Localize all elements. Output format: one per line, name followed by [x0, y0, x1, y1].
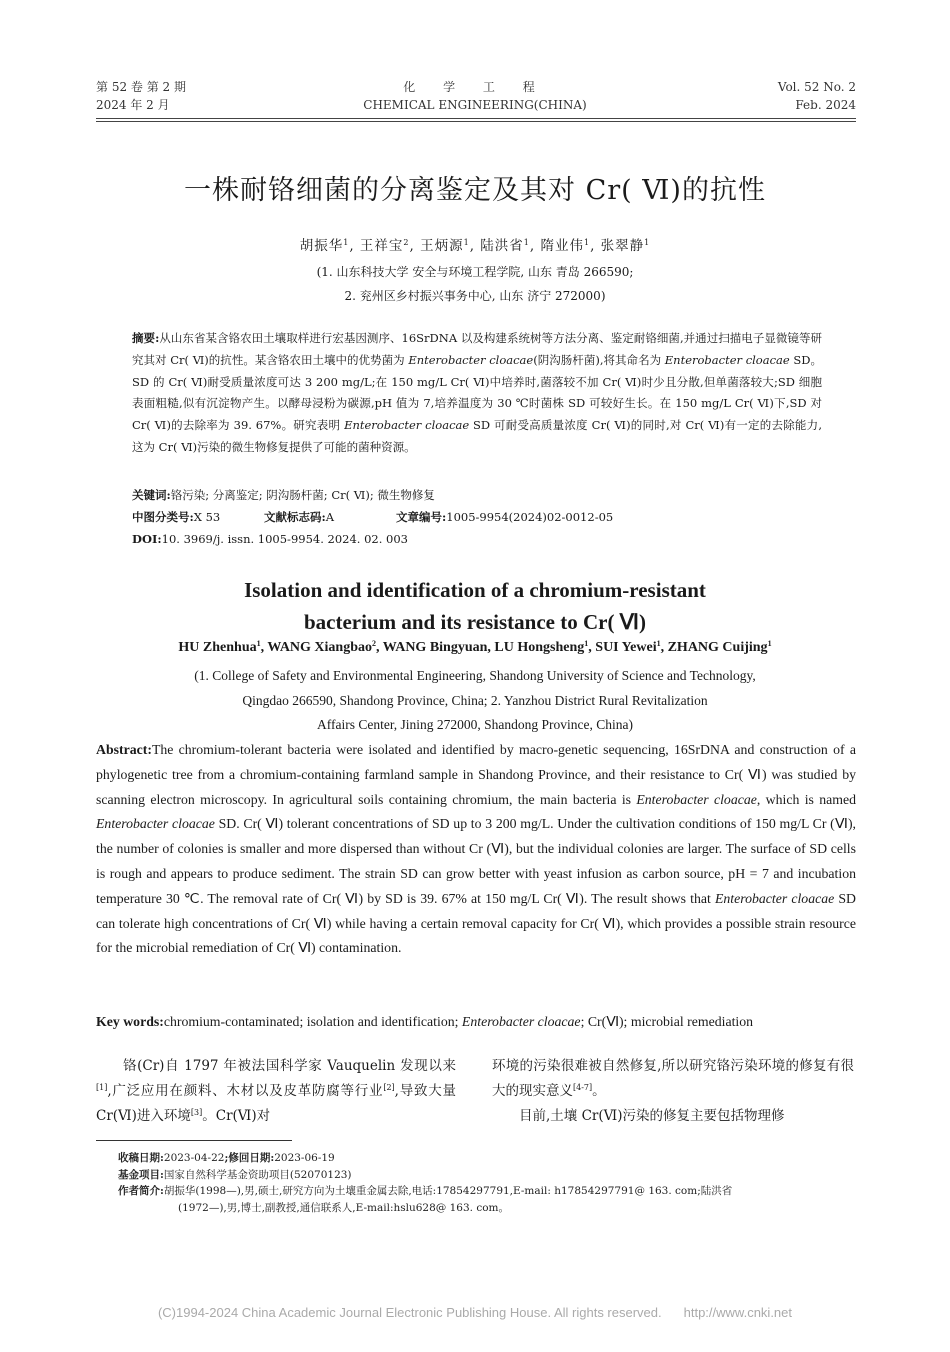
species-name: Enterobacter cloacae: [408, 352, 534, 367]
species-name-en: Enterobacter cloacae: [714, 890, 835, 906]
article-number-value: 1005-9954(2024)02-0012-05: [446, 510, 614, 524]
affiliations-cn: [0, 260, 950, 308]
author-bio-text: 胡振华(1998—),男,硕士,研究方向为土壤重金属去除,电话:17854297791,E-mail: h17854297791@ 163. com;陆洪省: [163, 1185, 733, 1197]
author-bio-label: 作者简介:: [118, 1185, 164, 1197]
volume-issue: 第 52 卷 第 2 期: [96, 80, 186, 94]
author-bio-note-cont: (1972—),男,博士,副教授,通信联系人,E-mail:hslu628@ 163. com。: [178, 1201, 510, 1214]
abstract-text-en: The chromium-tolerant bacteria were isolated and identified by macro-genetic sequencing, 16SrDNA and construction of a phylogenetic tree from a chromium-containing farmland sample in Shandong Province, and their resistance to Cr( Ⅵ) was studied by scanning electron microscopy. In agricultural soils containing chromium, the main bacteria is: [96, 742, 856, 807]
citation-ref[interactable]: [2]: [383, 1083, 395, 1092]
issue-date-cn: 2024 年 2 月: [96, 98, 170, 112]
keywords-en: [96, 1012, 856, 1032]
footnote-rule: [96, 1140, 292, 1141]
author-affiliation-mark: 1: [644, 238, 651, 247]
author-separator: ,: [487, 640, 495, 655]
doi-row: [132, 528, 822, 550]
received-date: 2023-04-22: [163, 1152, 225, 1164]
author-separator: ,: [660, 640, 668, 655]
journal-volume-info-en: [778, 78, 856, 114]
article-title-en: [0, 574, 950, 638]
author-name: 隋业伟: [540, 238, 584, 254]
footnotes: [118, 1150, 856, 1216]
body-column-left: [96, 1054, 456, 1129]
clc-value: X 53: [193, 510, 221, 524]
author-name-en: ZHANG Cuijing: [667, 640, 768, 655]
species-name: Enterobacter cloacae: [664, 352, 790, 367]
author-affiliation-mark: 1: [463, 238, 470, 247]
abstract-text: (阴沟肠杆菌),将其命名为: [533, 352, 665, 367]
body-text: 铬(Cr)自 1797 年被法国科学家 Vauquelin 发现以来: [123, 1058, 456, 1074]
body-text: 。Cr(Ⅵ)对: [202, 1108, 271, 1124]
abstract-text-en: SD. Cr( Ⅵ) tolerant concentrations of SD up to 3 200 mg/L. Under the cultivation conditions of 150 mg/L Cr (Ⅵ), the number of colonies is smaller and more dispersed than without Cr (Ⅵ), but the individual colonies are larger. The surface of SD cells is rough and appears to produce sediment. The strain SD can grow better with yeast infusion as carbon source, pH = 7 and incubation temperature 30 ℃. The removal rate of Cr( Ⅵ) by SD is 39. 67% at 150 mg/L Cr( Ⅵ). The result shows that: [96, 816, 856, 906]
author-bio-note: [118, 1183, 856, 1200]
cnki-link[interactable]: http://www.cnki.net: [683, 1305, 793, 1320]
species-name-en: Enterobacter cloacae: [96, 816, 215, 832]
author-affiliation-mark: 2: [372, 639, 377, 648]
author-name-en: SUI Yewei: [595, 640, 657, 655]
clc-label: 中图分类号:: [132, 510, 194, 524]
header-rule-top: [96, 118, 856, 119]
citation-ref[interactable]: [3]: [190, 1108, 203, 1117]
fund-label: 基金项目:: [118, 1168, 164, 1181]
citation-ref[interactable]: [1]: [96, 1083, 108, 1092]
article-title-cn: 一株耐铬细菌的分离鉴定及其对 Cr( Ⅵ)的抗性: [184, 175, 766, 206]
author-affiliation-mark: 1: [656, 639, 661, 648]
volume-issue-en: Vol. 52 No. 2: [777, 80, 856, 94]
header-rule-bottom: [96, 121, 856, 122]
keywords-label-en: Key words:: [96, 1014, 164, 1029]
author-name-en: LU Hongsheng: [494, 640, 585, 655]
body-column-right: [492, 1054, 854, 1129]
author-separator: ,: [260, 640, 268, 655]
fund-note: [118, 1167, 856, 1184]
received-date-note: [118, 1150, 856, 1167]
affiliations-en: [0, 664, 950, 738]
title-en-line: bacterium and its resistance to Cr( Ⅵ): [303, 610, 647, 634]
citation-ref[interactable]: [4-7]: [573, 1083, 593, 1092]
author-name-en: WANG Bingyuan: [382, 640, 488, 655]
author-name: 张翠静: [600, 238, 645, 254]
affiliation-line-en: Qingdao 266590, Shandong Province, China; 2. Yanzhou District Rural Revitalization: [242, 692, 708, 708]
body-paragraph: [492, 1054, 854, 1104]
body-text: 环境的污染很难被自然修复,所以研究铬污染环境的修复有很大的现实意义: [492, 1058, 854, 1099]
body-paragraph: [96, 1054, 456, 1129]
author-name-en: HU Zhenhua: [178, 640, 257, 655]
doc-code-label: 文献标志码:: [264, 510, 326, 524]
journal-name-cn: 化 学 工 程: [403, 80, 547, 94]
abstract-label-cn: 摘要:: [132, 331, 160, 345]
keywords-species-en: Enterobacter cloacae: [461, 1014, 581, 1029]
author-name: 王祥宝: [359, 238, 404, 254]
copyright-footer: [0, 1305, 950, 1320]
author-affiliation-mark: 1: [584, 639, 589, 648]
author-name: 胡振华: [299, 238, 344, 254]
revised-label: ;修回日期:: [224, 1152, 275, 1164]
abstract-text: 从山东省某含铬农田土壤取样进行宏基因测序、16SrDNA 以及构建系统树等方法分离、鉴定耐铬细菌,并通过扫描电子显微镜等研究其对 Cr( Ⅵ)的抗性。某含铬农田土壤中的优势菌为: [132, 331, 822, 367]
article-number-label: 文章编号:: [396, 510, 447, 524]
body-text: ,导致大量 Cr(Ⅵ)进入环境: [96, 1083, 456, 1124]
fund-text: 国家自然科学基金资助项目(52070123): [163, 1168, 352, 1181]
abstract-text-en: , which is named: [756, 791, 856, 807]
doi-label: DOI:: [132, 532, 162, 546]
author-list-en: [0, 640, 950, 656]
keywords-cn: [132, 484, 822, 506]
doc-code-value: A: [325, 510, 335, 524]
abstract-label-en: Abstract:: [96, 742, 152, 757]
title-en-line: Isolation and identification of a chromium-resistant: [244, 578, 706, 602]
author-name: 陆洪省: [480, 238, 524, 254]
keywords-label-cn: 关键词:: [132, 488, 171, 502]
keywords-text-en: ; Cr(Ⅵ); microbial remediation: [580, 1014, 754, 1029]
journal-name: [300, 78, 650, 114]
species-name: Enterobacter cloacae: [344, 418, 470, 433]
keywords-text-cn: 铬污染; 分离鉴定; 阴沟肠杆菌; Cr( Ⅵ); 微生物修复: [170, 488, 435, 502]
author-list-cn: 胡振华$^1$, 王祥宝$^2$, 王炳源$^1$, 陆洪省$^1$, 隋业伟$^1$, 张翠静$^1$: [299, 238, 651, 254]
keywords-meta-cn: [132, 484, 822, 550]
journal-name-en: CHEMICAL ENGINEERING(CHINA): [363, 98, 587, 112]
body-paragraph: 目前,土壤 Cr(Ⅵ)污染的修复主要包括物理修: [519, 1108, 785, 1124]
journal-volume-info: [96, 78, 186, 114]
affiliation-line: (1. 山东科技大学 安全与环境工程学院, 山东 青岛 266590;: [316, 265, 634, 279]
species-name-en: Enterobacter cloacae: [636, 791, 757, 807]
doi-value[interactable]: 10. 3969/j. issn. 1005-9954. 2024. 02. 003: [161, 532, 408, 546]
issue-date-en: Feb. 2024: [795, 98, 856, 112]
copyright-text: (C)1994-2024 China Academic Journal Electronic Publishing House. All rights reserved.: [157, 1305, 662, 1320]
received-label: 收稿日期:: [118, 1152, 164, 1164]
author-separator: ,: [376, 640, 383, 655]
abstract-cn: [132, 328, 822, 459]
affiliation-line-en: (1. College of Safety and Environmental Engineering, Shandong University of Science and Technology,: [194, 668, 756, 683]
author-name-en: WANG Xiangbao: [267, 640, 373, 655]
author-affiliation-mark: 1: [583, 238, 591, 247]
keywords-text-en: chromium-contaminated; isolation and identification;: [163, 1014, 462, 1029]
abstract-en: [96, 738, 856, 961]
body-text: 。: [592, 1083, 606, 1099]
author-separator: ,: [588, 640, 596, 655]
author-affiliation-mark: 1: [523, 238, 530, 247]
author-name: 王炳源: [420, 238, 464, 254]
abstract-text-en: SD can tolerate high concentrations of Cr( Ⅵ) while having a certain removal capacity for Cr( Ⅵ), which provides a possible strain resource for the microbial remediation of Cr( Ⅵ) contamination.: [96, 890, 857, 956]
author-affiliation-mark: 1: [767, 639, 772, 648]
abstract-text: SD。SD 的 Cr( Ⅵ)耐受质量浓度可达 3 200 mg/L;在 150 mg/L Cr( Ⅵ)中培养时,菌落较不加 Cr( Ⅵ)时少且分散,但单菌落较大;SD 细胞表面粗糙,似有沉淀物产生。以酵母浸粉为碳源,pH 值为 7,培养温度为 30 ℃时菌株 SD 可较好生长。在 150 mg/L Cr( Ⅵ)下,SD 对 Cr( Ⅵ)的去除率为 39. 67%。研究表明: [132, 352, 822, 433]
author-affiliation-mark: 1: [256, 639, 261, 648]
body-text: ,广泛应用在颜料、木材以及皮革防腐等行业: [107, 1083, 384, 1099]
author-affiliation-mark: 2: [403, 238, 410, 247]
classification-row: [132, 506, 822, 528]
affiliation-line-en: Affairs Center, Jining 272000, Shandong Province, China): [316, 717, 634, 732]
affiliation-line: 2. 兖州区乡村振兴事务中心, 山东 济宁 272000): [344, 289, 606, 303]
abstract-text: SD 可耐受高质量浓度 Cr( Ⅵ)的同时,对 Cr( Ⅵ)有一定的去除能力,这为 Cr( Ⅵ)污染的微生物修复提供了可能的菌种资源。: [132, 418, 823, 454]
revised-date: 2023-06-19: [274, 1152, 335, 1164]
author-affiliation-mark: 1: [343, 238, 350, 247]
